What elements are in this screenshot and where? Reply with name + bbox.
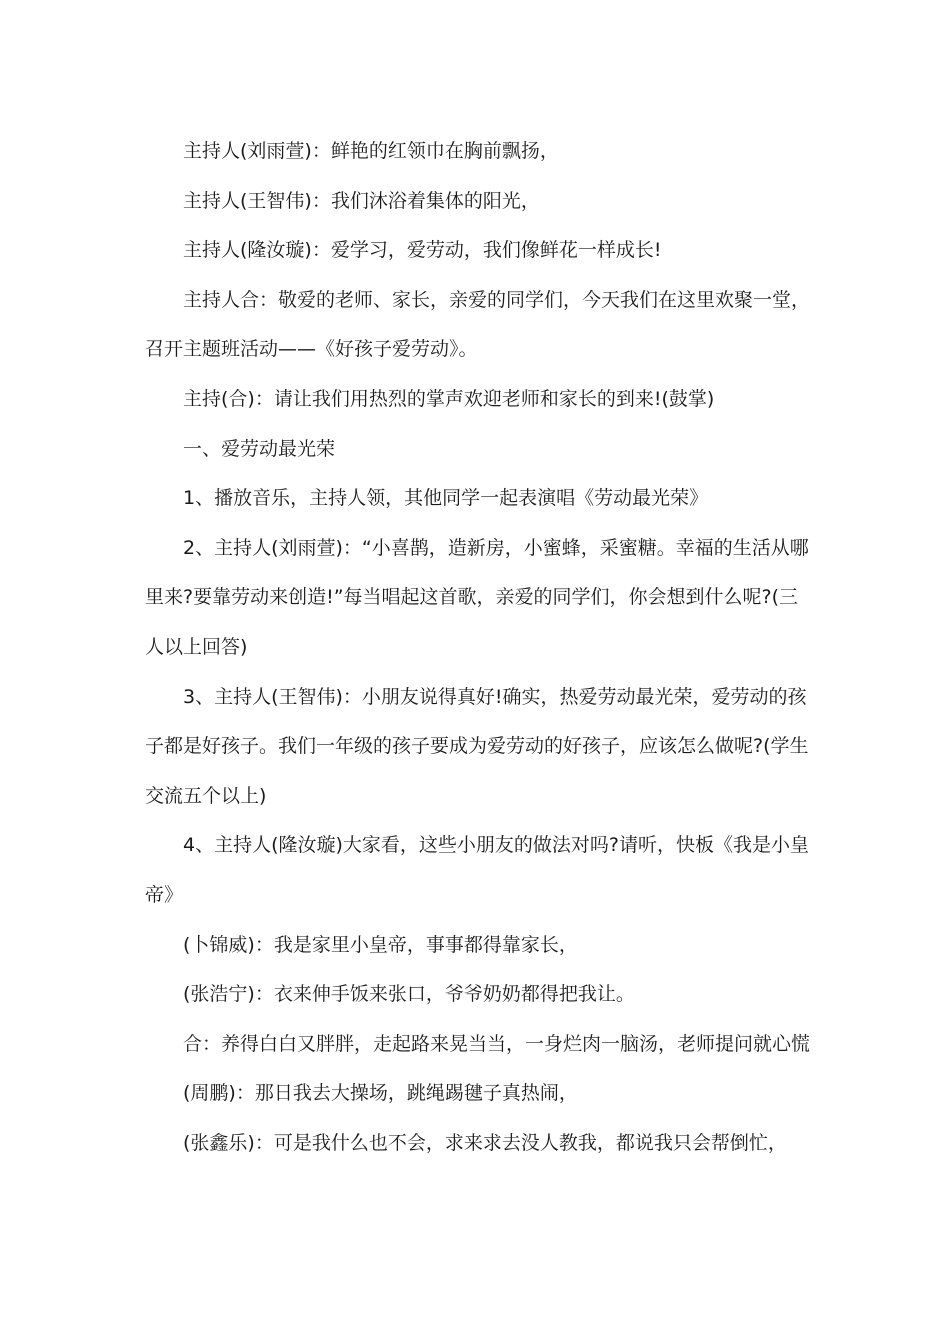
paragraph-item-4: 4、主持人(隆汝璇)大家看，这些小朋友的做法对吗?请听，快板《我是小皇帝》 [145, 834, 809, 906]
paragraph-zhou-peng: (周鹏)：那日我去大操场，跳绳踢毽子真热闹， [183, 1082, 578, 1105]
paragraph-zhang-haoning: (张浩宁)：衣来伸手饭来张口，爷爷奶奶都得把我让。 [183, 983, 635, 1006]
paragraph-bu-jinwei: (卜锦威)：我是家里小皇帝，事事都得靠家长， [183, 933, 578, 956]
section-heading: 一、爱劳动最光荣 [183, 437, 336, 460]
paragraph-host-wang-zhiwei: 主持人(王智伟)：我们沐浴着集体的阳光， [183, 189, 540, 212]
paragraph-item-3: 3、主持人(王智伟)：小朋友说得真好!确实，热爱劳动最光荣，爱劳动的孩子都是好孩子。我们一年级的孩子要成为爱劳动的好孩子，应该怎么做呢?(学生交流五个以上) [145, 685, 809, 807]
paragraph-hosts-together: 主持人合：敬爱的老师、家长，亲爱的同学们，今天我们在这里欢聚一堂，召开主题班活动——《好孩子爱劳动》。 [145, 288, 811, 361]
paragraph-host-long-ruxuan: 主持人(隆汝璇)：爱学习，爱劳动，我们像鲜花一样成长! [183, 239, 662, 262]
document-body [145, 127, 815, 1168]
paragraph-hosts-applause: 主持(合)：请让我们用热烈的掌声欢迎老师和家长的到来!(鼓掌) [183, 387, 715, 410]
paragraph-host-liu-yuxuan: 主持人(刘雨萱)：鲜艳的红领巾在胸前飘扬， [183, 140, 559, 162]
paragraph-item-1: 1、播放音乐，主持人领，其他同学一起表演唱《劳动最光荣》 [183, 487, 709, 510]
paragraph-item-2: 2、主持人(刘雨萱)：“小喜鹊，造新房，小蜜蜂，采蜜糖。幸福的生活从哪里来?要靠劳动来创造!”每当唱起这首歌，亲爱的同学们，你会想到什么呢?(三人以上回答) [145, 536, 809, 658]
paragraph-together: 合：养得白白又胖胖，走起路来晃当当，一身烂肉一脑汤，老师提问就心慌 [183, 1032, 811, 1055]
paragraph-zhang-xinle: (张鑫乐)：可是我什么也不会，求来求去没人教我，都说我只会帮倒忙， [183, 1131, 787, 1154]
